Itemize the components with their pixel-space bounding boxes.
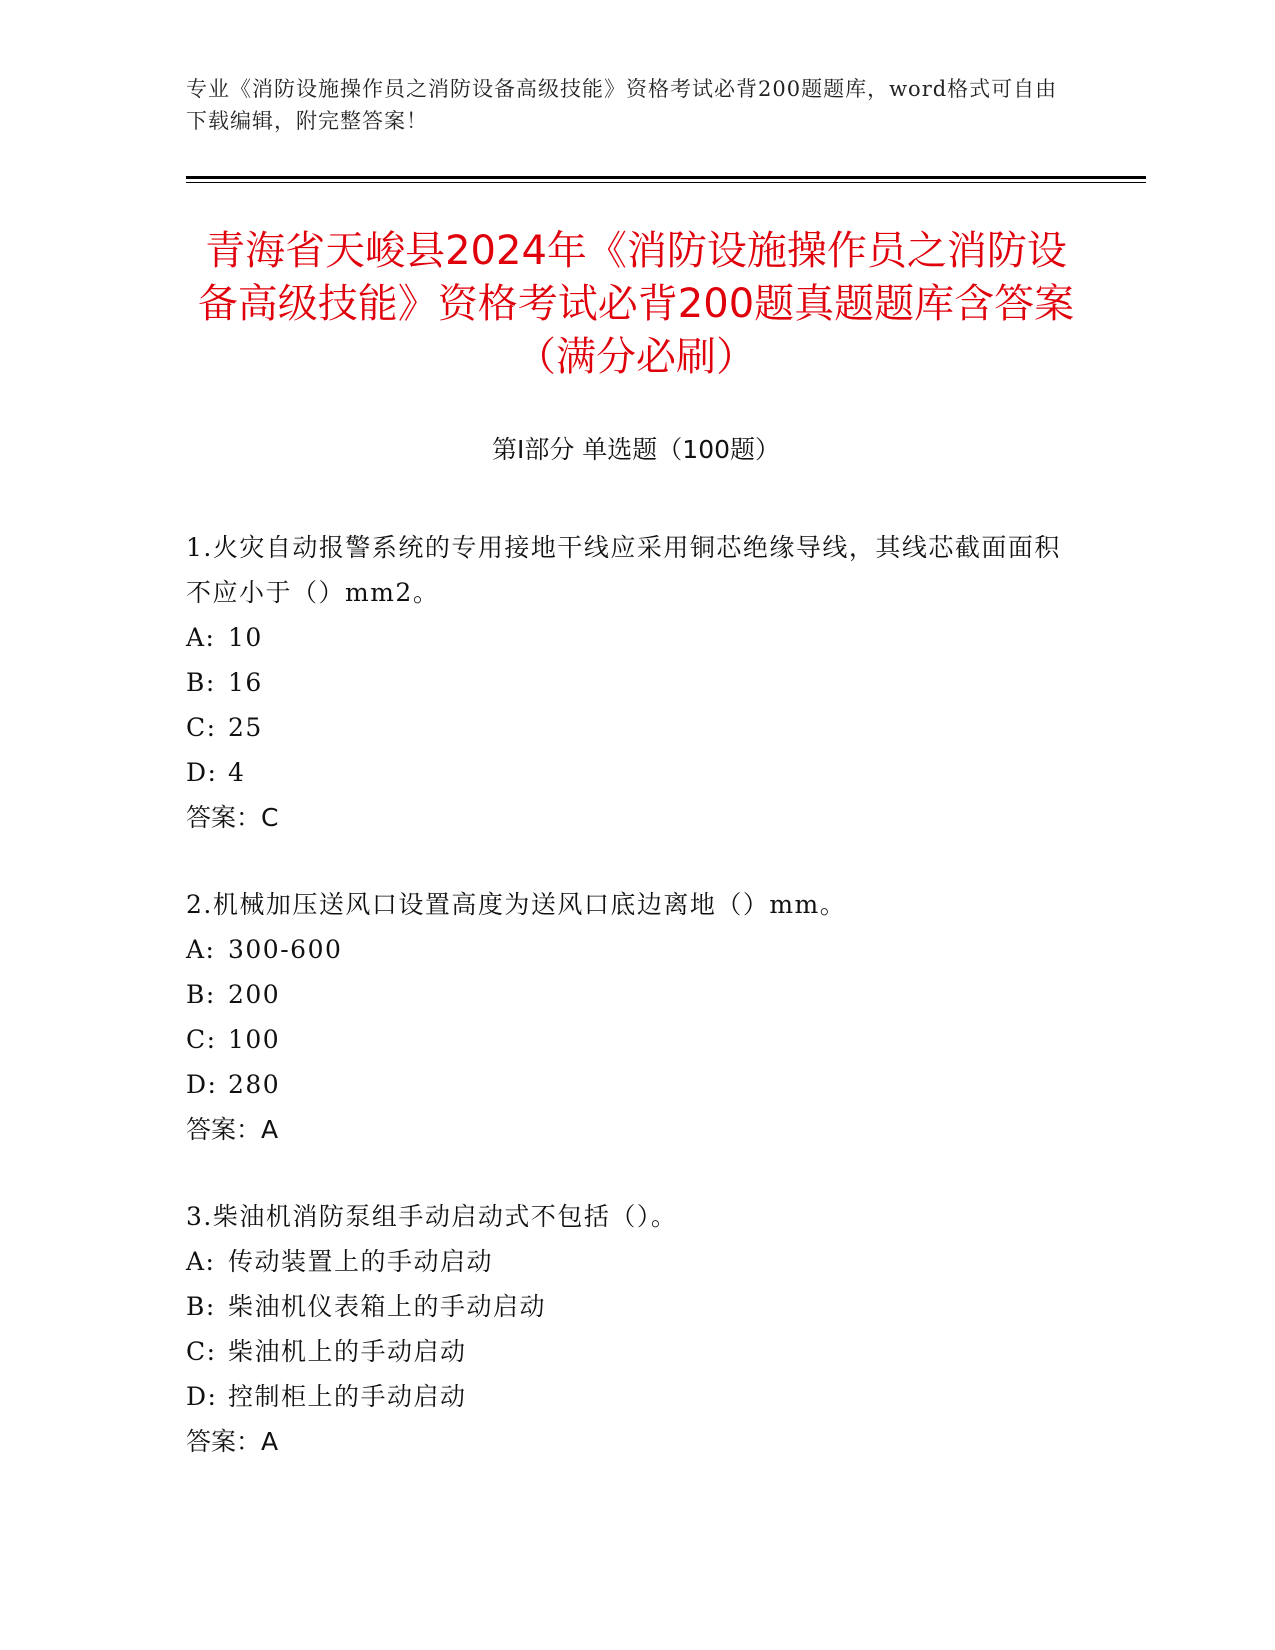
section-heading: 第I部分 单选题（100题）: [491, 435, 781, 464]
header-note: 专业《消防设施操作员之消防设备高级技能》资格考试必背200题题库，word格式可自由下载编辑，附完整答案！: [186, 77, 1058, 133]
option-letter: A:: [186, 1247, 216, 1276]
question-2: [186, 882, 1066, 1152]
option-text: 200: [228, 980, 281, 1009]
option-letter: C:: [186, 1025, 217, 1054]
option-letter: A:: [186, 623, 216, 652]
option-a: [186, 927, 1066, 972]
option-text: 控制柜上的手动启动: [228, 1382, 467, 1411]
option-text: 10: [228, 623, 263, 652]
option-text: 25: [228, 713, 263, 742]
question-list: [186, 525, 1066, 1506]
option-d: [186, 1374, 1066, 1419]
header-rule-thin: [186, 182, 1146, 183]
document-title: 青海省天峻县2024年《消防设施操作员之消防设备高级技能》资格考试必背200题真题题库含答案（满分必刷）: [197, 228, 1075, 380]
question-stem: 3.柴油机消防泵组手动启动式不包括（）。: [186, 1202, 678, 1231]
option-letter: D:: [186, 1070, 218, 1099]
option-letter: D:: [186, 1382, 218, 1411]
option-d: [186, 750, 1066, 795]
option-b: [186, 1284, 1066, 1329]
answer: 答案：C: [186, 803, 279, 832]
option-text: 柴油机上的手动启动: [228, 1337, 467, 1366]
option-letter: B:: [186, 980, 216, 1009]
header-rule-thick: [186, 176, 1146, 179]
option-c: [186, 1017, 1066, 1062]
option-a: [186, 1239, 1066, 1284]
option-letter: D:: [186, 758, 218, 787]
option-letter: A:: [186, 935, 216, 964]
option-text: 280: [228, 1070, 281, 1099]
option-text: 4: [228, 758, 246, 787]
option-letter: B:: [186, 668, 216, 697]
option-text: 16: [228, 668, 263, 697]
option-letter: B:: [186, 1292, 216, 1321]
question-stem: 2.机械加压送风口设置高度为送风口底边离地（）mm。: [186, 890, 847, 919]
option-b: [186, 972, 1066, 1017]
option-text: 100: [228, 1025, 281, 1054]
option-letter: C:: [186, 1337, 217, 1366]
answer: 答案：A: [186, 1427, 279, 1456]
option-b: [186, 660, 1066, 705]
question-3: [186, 1194, 1066, 1464]
option-c: [186, 705, 1066, 750]
question-1: [186, 525, 1066, 840]
option-a: [186, 615, 1066, 660]
option-text: 柴油机仪表箱上的手动启动: [228, 1292, 547, 1321]
option-letter: C:: [186, 713, 217, 742]
option-c: [186, 1329, 1066, 1374]
answer: 答案：A: [186, 1115, 279, 1144]
option-text: 300-600: [228, 935, 343, 964]
option-d: [186, 1062, 1066, 1107]
question-stem: 1.火灾自动报警系统的专用接地干线应采用铜芯绝缘导线，其线芯截面面积不应小于（）mm2。: [186, 533, 1061, 607]
option-text: 传动装置上的手动启动: [228, 1247, 494, 1276]
